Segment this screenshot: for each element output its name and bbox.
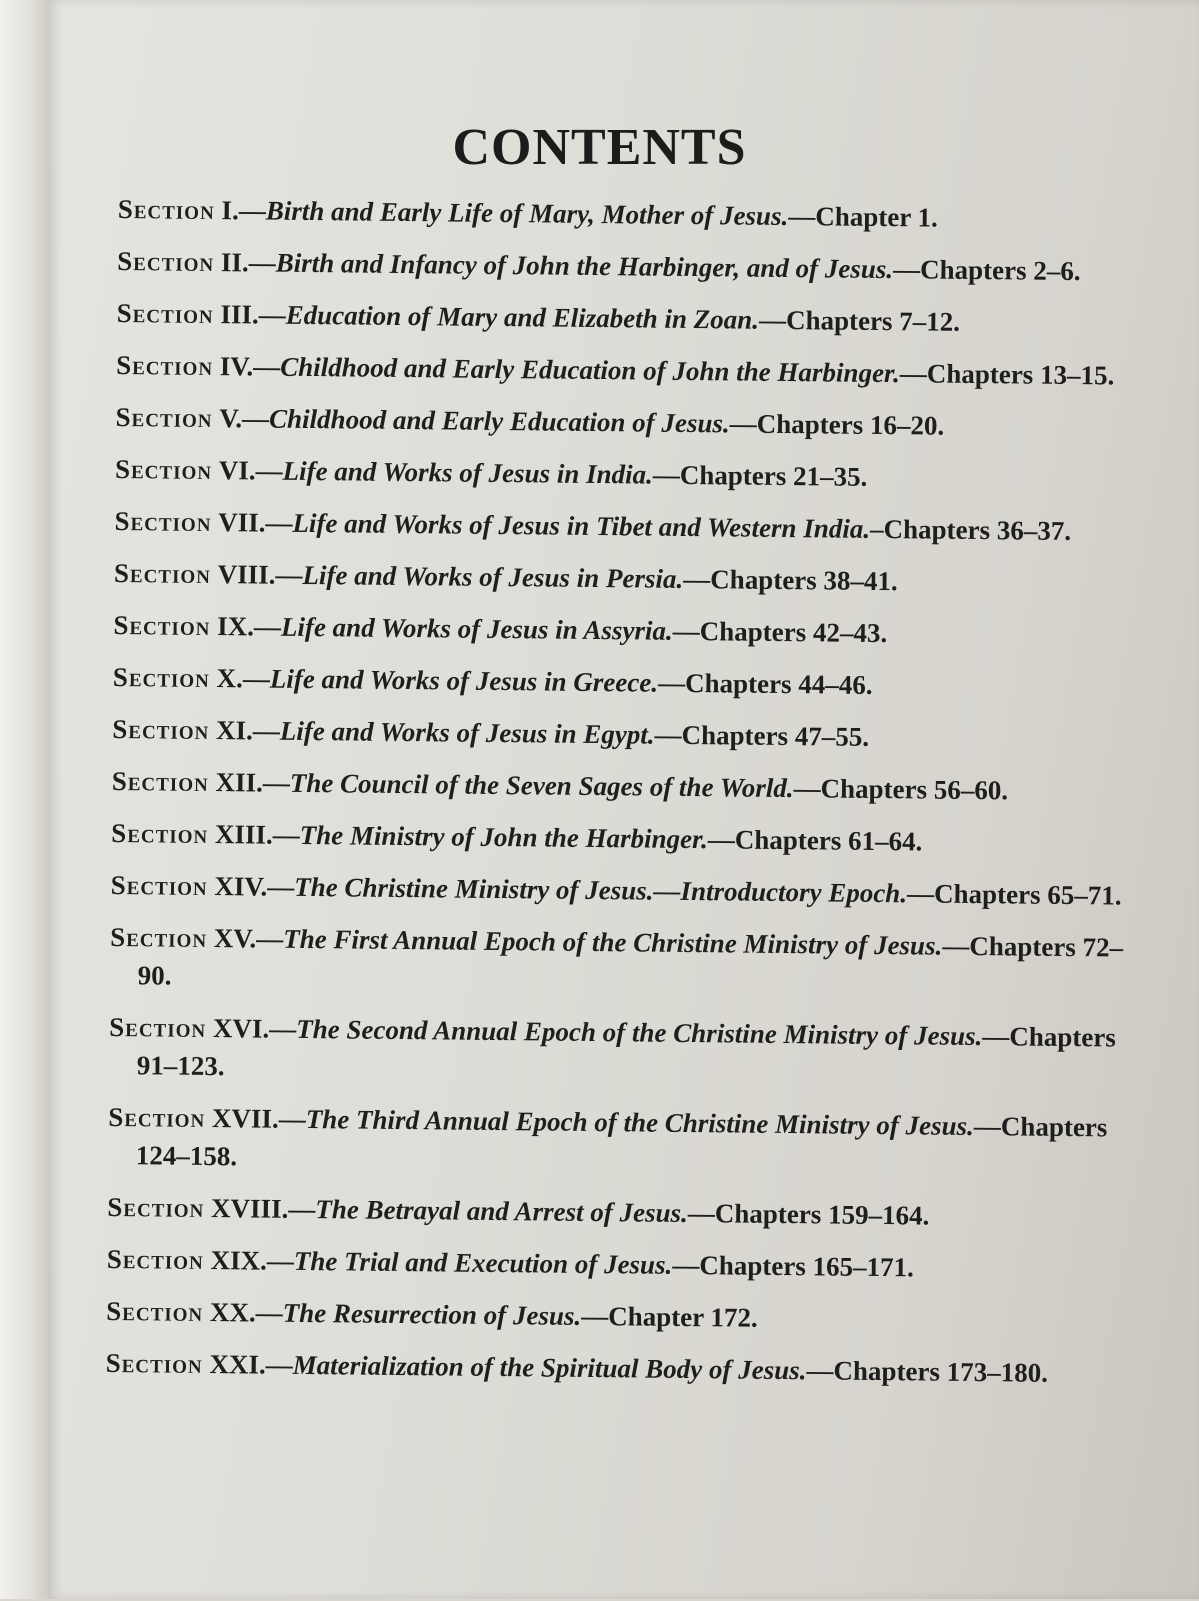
section-number: IV.— <box>219 351 281 382</box>
toc-entry <box>107 1188 1147 1237</box>
section-word: Section <box>116 297 214 330</box>
section-word: Section <box>117 193 215 226</box>
section-chapters: –Chapters 36–37. <box>869 513 1072 546</box>
section-title: The Council of the Seven Sages of the World. <box>289 767 794 804</box>
section-number: XI.— <box>215 715 281 746</box>
section-title: Life and Works of Jesus in Greece. <box>269 663 659 698</box>
toc-entry <box>108 1098 1149 1185</box>
toc-entry <box>117 294 1157 343</box>
section-title: Materialization of the Spiritual Body of Jesus. <box>292 1349 807 1386</box>
toc-entry <box>114 554 1154 603</box>
section-chapters: —Chapters 56–60. <box>793 773 1009 806</box>
section-chapters: —Chapter 172. <box>581 1300 758 1333</box>
section-chapters: —Chapters 61–64. <box>707 824 923 857</box>
section-title: The Trial and Execution of Jesus. <box>293 1245 673 1280</box>
section-number: VII.— <box>218 507 293 538</box>
toc-entry <box>111 866 1151 915</box>
section-title: Education of Mary and Elizabeth in Zoan. <box>285 299 760 335</box>
section-title: Birth and Early Life of Mary, Mother of Jesus. <box>265 195 789 232</box>
section-title: Life and Works of Jesus in Assyria. <box>280 611 673 646</box>
section-number: XVII.— <box>211 1103 306 1135</box>
toc-entry <box>107 1240 1147 1289</box>
section-number: VI.— <box>218 455 283 486</box>
section-word: Section <box>116 349 214 382</box>
section-number: XVIII.— <box>210 1193 316 1225</box>
section-number: XVI.— <box>212 1013 297 1044</box>
section-title: The Second Annual Epoch of the Christine Ministry of Jesus. <box>296 1013 983 1052</box>
section-chapters: —Chapters 165–171. <box>672 1249 914 1283</box>
section-title: The Resurrection of Jesus. <box>282 1297 582 1331</box>
section-number: XV.— <box>213 923 284 954</box>
book-binding-edge <box>0 0 48 1599</box>
section-number: IX.— <box>217 611 282 642</box>
toc-entry <box>116 346 1156 395</box>
section-title: Life and Works of Jesus in Persia. <box>302 559 684 594</box>
toc-entry <box>113 658 1153 707</box>
toc-entry <box>112 710 1152 759</box>
toc-entry <box>115 398 1155 447</box>
section-number: XXI.— <box>209 1349 293 1380</box>
section-number: I.— <box>221 195 266 226</box>
section-word: Section <box>112 713 210 745</box>
section-number: XIII.— <box>214 819 300 850</box>
section-word: Section <box>115 401 213 434</box>
section-chapters: —Chapters 124–158. <box>135 1111 1108 1172</box>
section-chapters: —Chapters 72–90. <box>137 930 1124 991</box>
section-chapters: —Chapter 1. <box>788 201 938 233</box>
toc-entry <box>110 918 1151 1005</box>
section-chapters: —Chapters 21–35. <box>652 459 868 492</box>
section-number: XIV.— <box>214 871 295 902</box>
toc-entry <box>114 502 1154 551</box>
section-title: Birth and Infancy of John the Harbinger, and of Jesus. <box>275 247 894 285</box>
section-word: Section <box>110 869 208 901</box>
section-title: Life and Works of Jesus in India. <box>282 455 654 490</box>
section-number: III.— <box>220 299 286 330</box>
section-chapters: —Chapters 13–15. <box>899 358 1115 391</box>
toc-entry <box>106 1292 1146 1341</box>
section-number: XIX.— <box>210 1245 294 1276</box>
toc-entry <box>112 762 1152 811</box>
section-number: VIII.— <box>217 559 303 590</box>
section-title: Childhood and Early Education of John the Harbinger. <box>280 351 900 389</box>
page-title: CONTENTS <box>452 119 747 176</box>
section-word: Section <box>108 1101 206 1133</box>
toc-entry <box>117 242 1157 291</box>
section-word: Section <box>113 557 212 589</box>
section-chapters: —Chapters 65–71. <box>906 878 1122 911</box>
section-word: Section <box>113 609 211 641</box>
section-chapters: —Chapters 2–6. <box>892 254 1081 287</box>
section-word: Section <box>106 1243 204 1275</box>
table-of-contents <box>103 190 1158 1601</box>
section-title: Life and Works of Jesus in Tibet and Western India. <box>292 507 871 544</box>
section-title: Life and Works of Jesus in Egypt. <box>279 715 655 750</box>
section-word: Section <box>112 661 211 693</box>
toc-entry <box>113 606 1153 655</box>
section-title: The Christine Ministry of Jesus.—Introductory Epoch. <box>294 871 908 909</box>
section-title: The Betrayal and Arrest of Jesus. <box>315 1194 689 1229</box>
section-word: Section <box>114 453 213 485</box>
section-number: XII.— <box>215 767 290 798</box>
section-word: Section <box>111 765 209 797</box>
section-chapters: —Chapters 91–123. <box>136 1021 1116 1082</box>
toc-entry <box>115 450 1155 499</box>
section-word: Section <box>107 1191 205 1223</box>
section-number: II.— <box>220 247 276 278</box>
section-word: Section <box>105 1347 203 1379</box>
toc-entry <box>111 814 1151 863</box>
section-chapters: —Chapters 16–20. <box>729 408 945 441</box>
section-number: V.— <box>219 403 270 434</box>
section-title: The Ministry of John the Harbinger. <box>299 819 708 855</box>
section-word: Section <box>110 921 208 953</box>
section-title: Childhood and Early Education of Jesus. <box>268 403 730 439</box>
section-word: Section <box>114 505 212 537</box>
section-word: Section <box>109 1011 207 1043</box>
toc-entry <box>106 1344 1146 1393</box>
section-title: The First Annual Epoch of the Christine Ministry of Jesus. <box>283 923 943 961</box>
section-word: Section <box>117 245 215 278</box>
section-chapters: —Chapters 47–55. <box>654 719 870 752</box>
section-word: Section <box>111 817 209 849</box>
section-word: Section <box>106 1295 204 1327</box>
section-chapters: —Chapters 42–43. <box>672 615 888 649</box>
section-number: XX.— <box>209 1297 283 1328</box>
section-chapters: —Chapters 38–41. <box>683 563 898 597</box>
section-chapters: —Chapters 7–12. <box>758 304 961 337</box>
section-chapters: —Chapters 159–164. <box>687 1198 930 1231</box>
section-title: The Third Annual Epoch of the Christine Ministry of Jesus. <box>305 1104 975 1142</box>
section-chapters: —Chapters 44–46. <box>657 667 873 700</box>
section-number: X.— <box>216 663 271 694</box>
section-chapters: —Chapters 173–180. <box>806 1355 1049 1388</box>
toc-entry <box>109 1008 1150 1095</box>
